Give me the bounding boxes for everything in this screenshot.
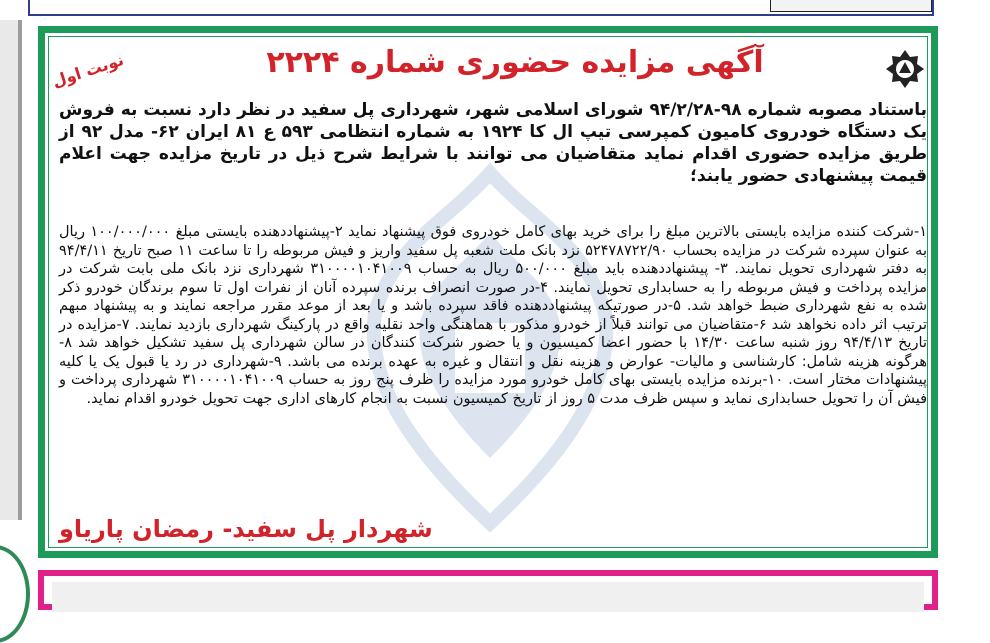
neighbor-ad-bottom-box	[52, 582, 924, 612]
ad-terms-paragraph: ۱-شرکت کننده مزایده بایستی بالاترین مبلغ را برای خرید بهای کامل خودروی فوق پیشنهاد نماید ۲-پیشنهاددهنده بایستی مبلغ ۱۰۰/۰۰۰/۰۰۰ ریال به عنوان سپرده شرکت در مزایده بحساب ۵۲۴۷۸۷۲۲/۹۰ نزد بانک ملت شعبه پل سفید واریز و فیش مربوطه را تا ساعت ۱۱ صبح تاریخ ۹۴/۴/۱۱ به دفتر شهرداری تحویل نمایند. ۳- پیشنهاددهنده باید مبلغ ۵۰۰/۰۰۰ ریال به حساب ۳۱۰۰۰۰۱۰۴۱۰۰۹ شهرداری نزد بانک ملی بابت شرکت در مزایده پرداخت و فیش مربوطه را به حسابداری تحویل نمایند. ۴-در صورت انصراف برنده سپرده آنان از نفرات اول تا سوم برندگان خودرو ذکر شده به نفع شهرداری ضبط خواهد شد. ۵-در صورتیکه پیشنهاددهنده فاقد سپرده باشد و یا بعد از موعد مقرر مراجعه نمایند و به پیشنهاد مبهم ترتیب اثر داده نخواهد شد ۶-متقاضیان می توانند قبلاً از خودرو مذکور با هماهنگی واحد نقلیه واقع در پارکینگ شهرداری بازدید نمایند. ۷-مزایده در تاریخ ۹۴/۴/۱۳ روز شنبه ساعت ۱۴/۳۰ با حضور اعضا کمیسیون و یا حضور شرکت کنندگان در سالن شهرداری پل سفید تشکیل خواهد شد ۸-هرگونه هزینه شامل: کارشناسی و مالیات- عوارض و هزینه نقل و انتقال و غیره به عهده برنده می باشد. ۹-شهرداری در رد یا قبول یک یا کلیه پیشنهادات مختار است. ۱۰-برنده مزایده بایستی بهای کامل خودرو مورد مزایده را ظرف پنج روز به حساب ۳۱۰۰۰۰۱۰۴۱۰۰۹ شهرداری پرداخت و فیش آن را تحویل حسابداری نماید و سپس ظرف مدت ۵ روز از تاریخ کمیسیون نسبت به انجام کارهای اداری جهت تحویل خودرو اقدام نماید.	[59, 224, 928, 407]
mayor-signature: شهردار پل سفید- رمضان پاریاو	[59, 515, 433, 543]
first-round-badge: نوبت اول	[49, 50, 127, 91]
municipality-emblem-icon	[885, 49, 925, 89]
auction-ad	[38, 26, 938, 558]
ad-title: آگهی مزایده حضوری شماره ۲۲۲۴	[266, 45, 764, 80]
ad-intro-paragraph: باستناد مصوبه شماره ۹۸-۹۴/۲/۲۸ شورای اسلامی شهر، شهرداری پل سفید در نظر دارد نسبت به فروش یک دستگاه خودروی کامیون کمپرسی تیپ ال کا ۱۹۲۴ به شماره انتظامی ۵۹۳ ع ۸۱ ایران ۶۲- مدل ۹۲ از طریق مزایده حضوری اقدام نماید متقاضیان می توانند با شرایط شرح ذیل در تاریخ مزایده جهت اعلام قیمت پیشنهادی حضور یابند؛	[59, 100, 927, 186]
green-decorative-arc	[0, 545, 30, 643]
neighbor-ad-top	[28, 0, 934, 16]
neighbor-ad-bottom	[38, 570, 938, 610]
neighbor-ad-top-box	[770, 0, 932, 12]
left-column-edge	[0, 20, 22, 520]
